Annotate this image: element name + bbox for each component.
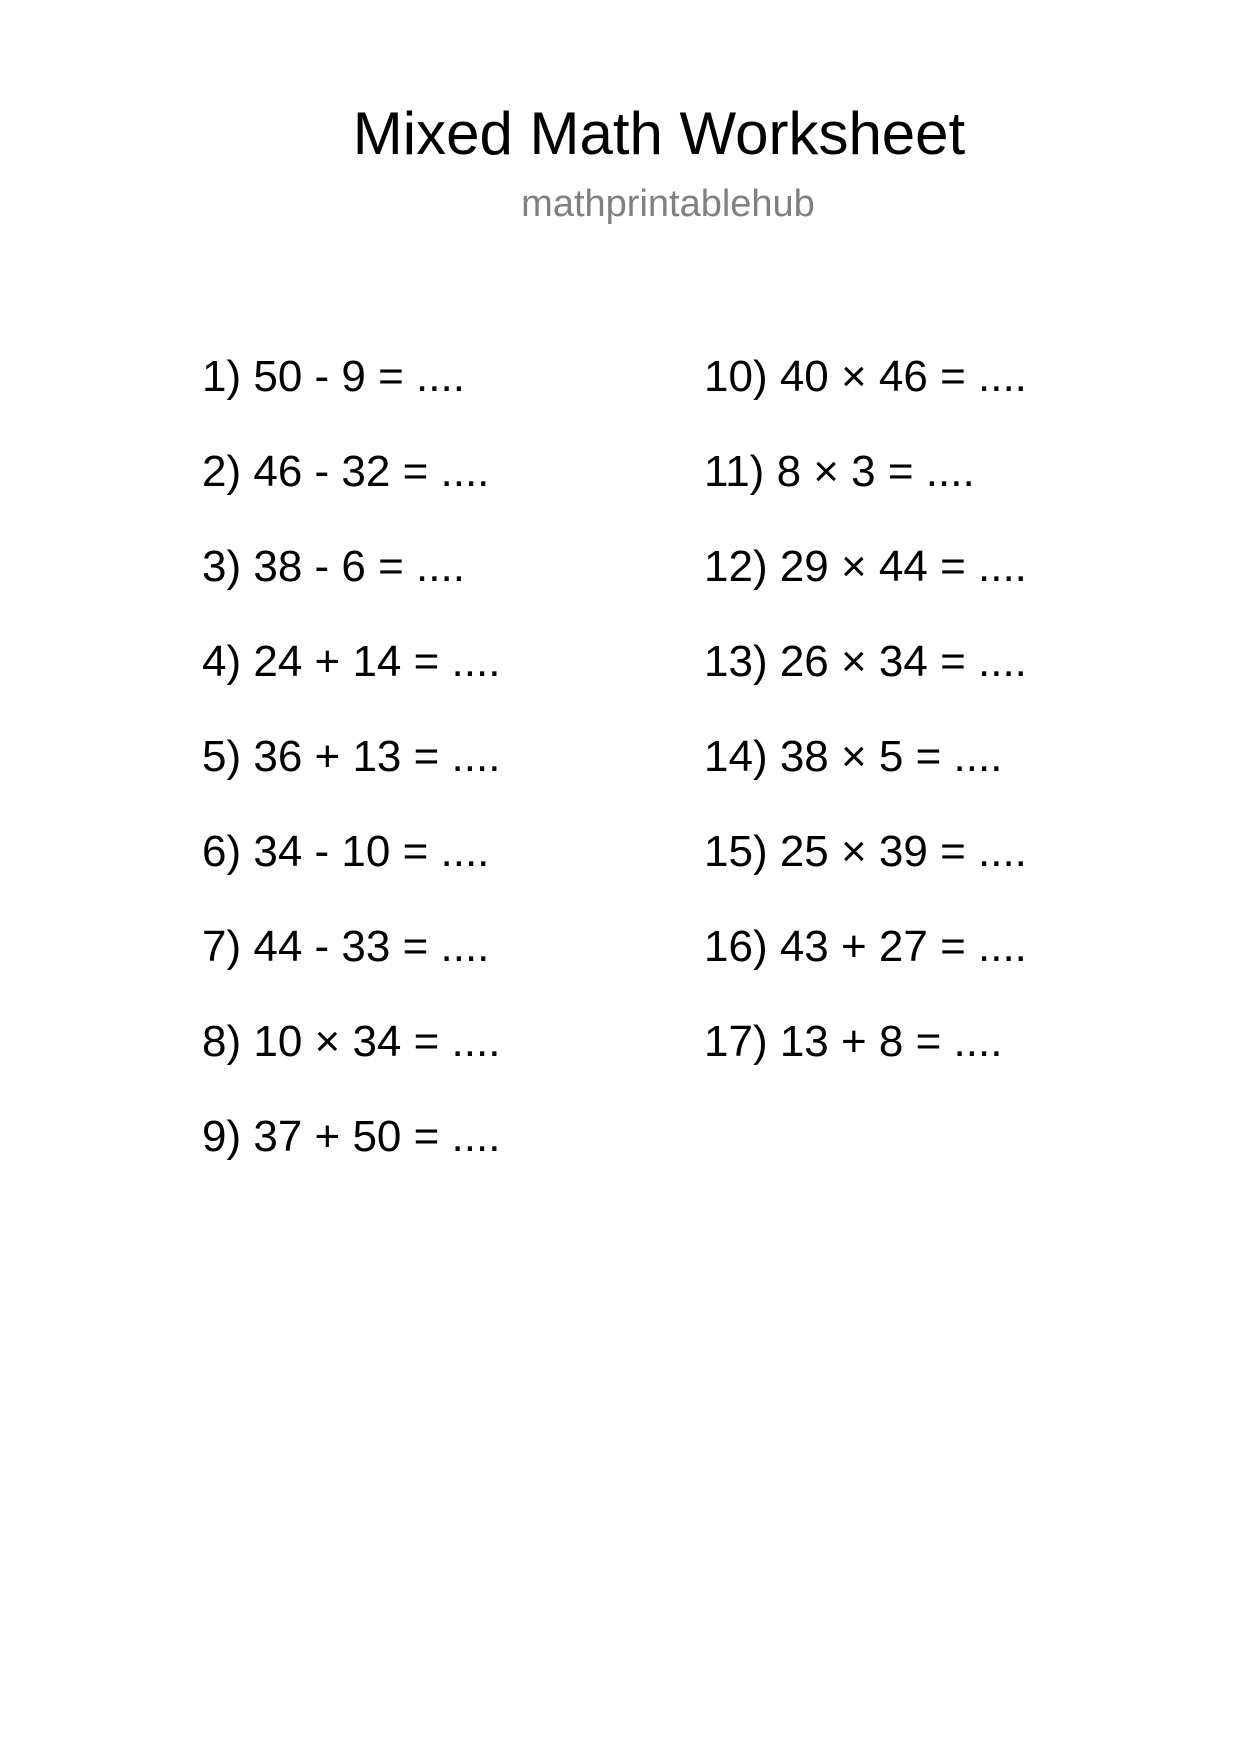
problem-number: 9) (202, 1112, 242, 1161)
problem-item (704, 1017, 1003, 1066)
problem-number: 15) (704, 827, 768, 876)
problem-number: 3) (202, 542, 242, 591)
problem-number: 4) (202, 637, 242, 686)
problem-item (704, 447, 975, 496)
problem-expression: 8 × 3 = .... (776, 447, 975, 496)
problem-expression: 38 - 6 = .... (253, 542, 465, 591)
problem-item (202, 352, 465, 401)
problem-item (202, 542, 465, 591)
problem-expression: 34 - 10 = .... (253, 827, 490, 876)
problem-number: 7) (202, 922, 242, 971)
problem-expression: 44 - 33 = .... (253, 922, 490, 971)
problem-item (704, 732, 1003, 781)
problem-number: 14) (704, 732, 768, 781)
problem-item (202, 732, 501, 781)
problem-item (202, 1112, 501, 1161)
problem-number: 17) (704, 1017, 768, 1066)
problem-expression: 37 + 50 = .... (253, 1112, 501, 1161)
worksheet-subtitle: mathprintablehub (521, 183, 815, 225)
problem-expression: 13 + 8 = .... (779, 1017, 1003, 1066)
problem-expression: 38 × 5 = .... (779, 732, 1003, 781)
problem-number: 5) (202, 732, 242, 781)
problem-item (202, 827, 490, 876)
problem-item (704, 542, 1027, 591)
problem-number: 6) (202, 827, 242, 876)
problem-expression: 36 + 13 = .... (253, 732, 501, 781)
problem-item (704, 922, 1027, 971)
worksheet-title: Mixed Math Worksheet (352, 100, 966, 167)
problem-expression: 40 × 46 = .... (779, 352, 1027, 401)
problem-expression: 10 × 34 = .... (253, 1017, 501, 1066)
problem-item (202, 637, 501, 686)
problem-item (202, 922, 490, 971)
problem-expression: 24 + 14 = .... (253, 637, 501, 686)
problem-number: 12) (704, 542, 768, 591)
problem-number: 16) (704, 922, 768, 971)
problem-item (202, 1017, 501, 1066)
problem-number: 10) (704, 352, 768, 401)
problem-number: 13) (704, 637, 768, 686)
problem-expression: 26 × 34 = .... (779, 637, 1027, 686)
problem-number: 2) (202, 447, 242, 496)
problem-item (704, 827, 1027, 876)
problem-expression: 50 - 9 = .... (253, 352, 465, 401)
problem-item (704, 637, 1027, 686)
problem-number: 8) (202, 1017, 242, 1066)
problem-item (704, 352, 1027, 401)
problem-expression: 29 × 44 = .... (779, 542, 1027, 591)
problem-number: 11) (704, 447, 765, 496)
problem-expression: 46 - 32 = .... (253, 447, 490, 496)
problem-expression: 25 × 39 = .... (779, 827, 1027, 876)
problem-number: 1) (202, 352, 242, 401)
problem-item (202, 447, 490, 496)
problem-expression: 43 + 27 = .... (779, 922, 1027, 971)
